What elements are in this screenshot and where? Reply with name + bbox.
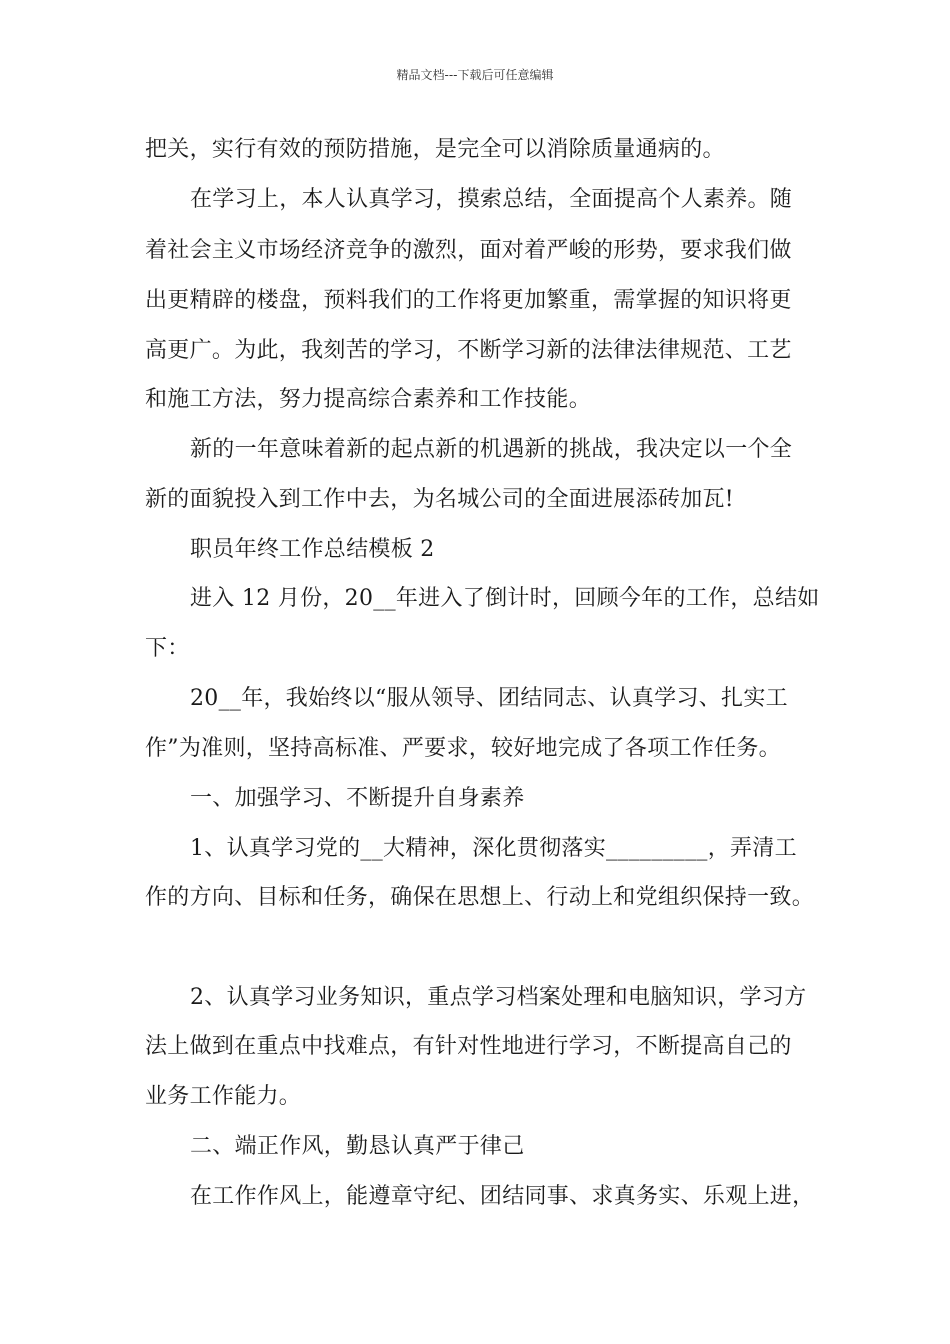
text-line: 和施工方法，努力提高综合素养和工作技能。 [145, 387, 592, 412]
text-line: 新的一年意味着新的起点新的机遇新的挑战，我决定以一个全 [190, 437, 793, 462]
text-line: 在工作作风上，能遵章守纪、团结同事、求真务实、乐观上进， [190, 1184, 815, 1209]
text-line: 把关，实行有效的预防措施，是完全可以消除质量通病的。 [145, 137, 725, 162]
text-line: 作的方向、目标和任务，确保在思想上、行动上和党组织保持一致。 [145, 885, 815, 910]
text-line: 着社会主义市场经济竞争的激烈，面对着严峻的形势，要求我们做 [145, 238, 792, 263]
text-line: 2、认真学习业务知识，重点学习档案处理和电脑知识，学习方 [190, 985, 807, 1010]
section-heading: 一、加强学习、不断提升自身素养 [190, 786, 525, 811]
text-line: 在学习上，本人认真学习，摸索总结，全面提高个人素养。随 [190, 187, 793, 212]
text-line: 新的面貌投入到工作中去，为名城公司的全面进展添砖加瓦! [145, 487, 734, 512]
text-line: 下： [145, 636, 190, 661]
text-line: 出更精辟的楼盘，预料我们的工作将更加繁重，需掌握的知识将更 [145, 288, 792, 313]
text-line: 1、认真学习党的__大精神，深化贯彻落实_________，弄清工 [190, 836, 797, 861]
page-header: 精品文档---下载后可任意编辑 [396, 68, 554, 82]
text-line: 进入 12 月份，20__年进入了倒计时，回顾今年的工作，总结如 [190, 586, 820, 611]
text-line: 20__年，我始终以“服从领导、团结同志、认真学习、扎实工 [190, 686, 788, 711]
text-line: 高更广。为此，我刻苦的学习，不断学习新的法律法律规范、工艺 [145, 338, 792, 363]
text-line: 业务工作能力。 [145, 1084, 302, 1109]
section-heading: 二、端正作风，勤恳认真严于律己 [190, 1134, 525, 1159]
section-title: 职员年终工作总结模板 2 [190, 537, 435, 562]
text-line: 法上做到在重点中找难点，有针对性地进行学习，不断提高自己的 [145, 1034, 792, 1059]
text-line: 作”为准则，坚持高标准、严要求，较好地完成了各项工作任务。 [145, 736, 781, 761]
